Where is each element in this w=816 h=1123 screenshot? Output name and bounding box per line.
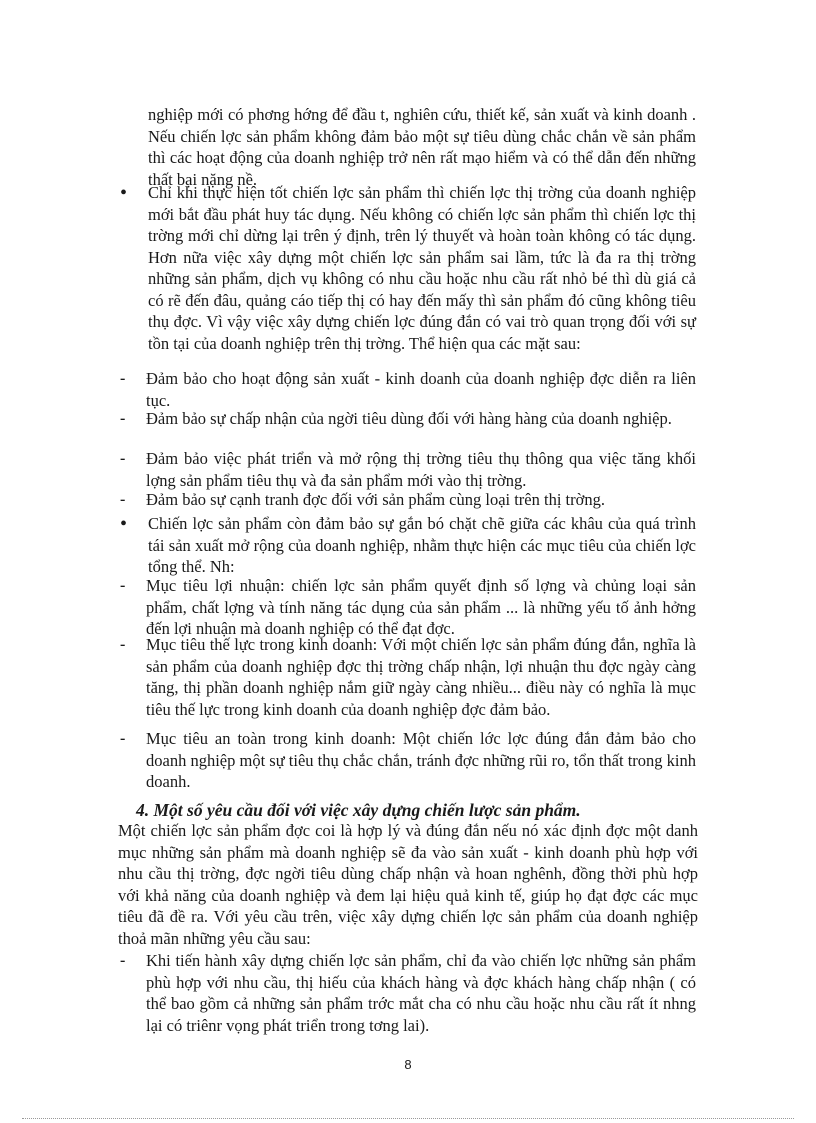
dash-marker: -	[120, 450, 126, 467]
dash-item-8: Khi tiến hành xây dựng chiến lợc sản phẩm, chỉ đa vào chiến lợc những sản phẩm phù hợp với nhu cầu, thị hiếu của khách hàng và đợc khách hàng chấp nhận ( có thể bao gồm cả những sản phẩm trớc mắt cha có nhu cầu hoặc nhu cầu rất ít nhng lại có triênr vọng phát triển trong tơng lai).	[146, 951, 696, 1035]
dash-item-4: Đảm bảo sự cạnh tranh đợc đối với sản phẩm cùng loại trên thị trờng.	[146, 490, 605, 509]
dash-marker: -	[120, 370, 126, 387]
page-divider	[22, 1118, 794, 1119]
dash-marker: -	[120, 636, 126, 653]
dash-marker: -	[120, 410, 126, 427]
dash-item-6: Mục tiêu thế lực trong kinh doanh: Với một chiến lợc sản phẩm đúng đắn, nghĩa là sản phẩm của doanh nghiệp đợc thị trờng chấp nhận, lợi nhuận thu đợc ngày càng tăng, thị phần doanh nghiệp nắm giữ ngày càng nhiều... điều này có nghĩa là mục tiêu thế lực trong kinh doanh của doanh nghiệp đợc đảm bảo.	[146, 635, 696, 719]
dash-item-3: Đảm bảo việc phát triển và mở rộng thị trờng tiêu thụ thông qua việc tăng khối lợng sản phẩm tiêu thụ và đa sản phẩm mới vào thị trờng.	[146, 449, 696, 490]
bullet-marker: •	[120, 513, 128, 535]
dash-marker: -	[120, 577, 126, 594]
bullet-marker: •	[120, 182, 128, 204]
dash-item-5: Mục tiêu lợi nhuận: chiến lợc sản phẩm quyết định số lợng và chủng loại sản phẩm, chất lợng và tính năng tác dụng của sản phẩm ... là những yếu tố ảnh hởng đến lợi nhuận mà doanh nghiệp có thể đạt đợc.	[146, 576, 696, 638]
bullet-paragraph-2: Chiến lợc sản phẩm còn đảm bảo sự gắn bó chặt chẽ giữa các khâu của quá trình tái sản xuất mở rộng của doanh nghiệp, nhằm thực hiện các mục tiêu của chiến lợc tổng thể. Nh:	[148, 514, 696, 576]
page-number: 8	[404, 1057, 412, 1072]
bullet-paragraph-1: Chỉ khi thực hiện tốt chiến lợc sản phẩm thì chiến lợc thị trờng của doanh nghiệp mới bắt đầu phát huy tác dụng. Nếu không có chiến lợc sản phẩm thì chiến lợc thị trờng mới chỉ dừng lại trên ý định, trên lý thuyết và hoàn toàn không có tác dụng. Hơn nữa việc xây dựng một chiến lợc sản phẩm sai lầm, tức là đa ra thị trờng những sản phẩm, dịch vụ không có nhu cầu hoặc nhu cầu rất nhỏ bé thì dù giá cả có rẽ đến đâu, quảng cáo tiếp thị có hay đến mấy thì sản phẩm đó cũng không tiêu thụ đợc. Vì vậy việc xây dựng chiến lợc đúng đắn có vai trò quan trọng đối với sự tồn tại của doanh nghiệp trên thị trờng. Thể hiện qua các mặt sau:	[148, 183, 696, 353]
dash-marker: -	[120, 491, 126, 508]
dash-marker: -	[120, 952, 126, 969]
dash-item-1: Đảm bảo cho hoạt động sản xuất - kinh doanh của doanh nghiệp đợc diễn ra liên tục.	[146, 369, 696, 410]
intro-paragraph: nghiệp mới có phơng hớng để đầu t, nghiên cứu, thiết kế, sản xuất và kinh doanh . Nếu chiến lợc sản phẩm không đảm bảo một sự tiêu dùng chắc chắn về sản phẩm thì các hoạt động của doanh nghiệp trở nên rất mạo hiểm và có thể dẫn đến những thất bại nặng nề.	[148, 105, 696, 189]
dash-marker: -	[120, 730, 126, 747]
section-heading: 4. Một số yêu cầu đối với việc xây dựng chiến lược sản phẩm.	[136, 800, 581, 820]
dash-item-7: Mục tiêu an toàn trong kinh doanh: Một chiến lớc lợc đúng đắn đảm bảo cho doanh nghiệp một sự tiêu thụ chắc chắn, tránh đợc những rũi ro, tổn thất trong kinh doanh.	[146, 729, 696, 791]
section-body: Một chiến lợc sản phẩm đợc coi là hợp lý và đúng đắn nếu nó xác định đợc một danh mục những sản phẩm mà doanh nghiệp sẽ đa vào sản xuất - kinh doanh phù hợp với nhu cầu thị trờng, đợc ngời tiêu dùng chấp nhận và hoan nghênh, đồng thời phù hợp với khả năng của doanh nghiệp và đem lại hiệu quả kinh tế, giúp họ đạt đợc các mục tiêu đã đề ra. Với yêu cầu trên, việc xây dựng chiến lợc sản phẩm của doanh nghiệp thoả mãn những yêu cầu sau:	[118, 821, 698, 948]
dash-item-2: Đảm bảo sự chấp nhận của ngời tiêu dùng đối với hàng hàng của doanh nghiệp.	[146, 409, 672, 428]
